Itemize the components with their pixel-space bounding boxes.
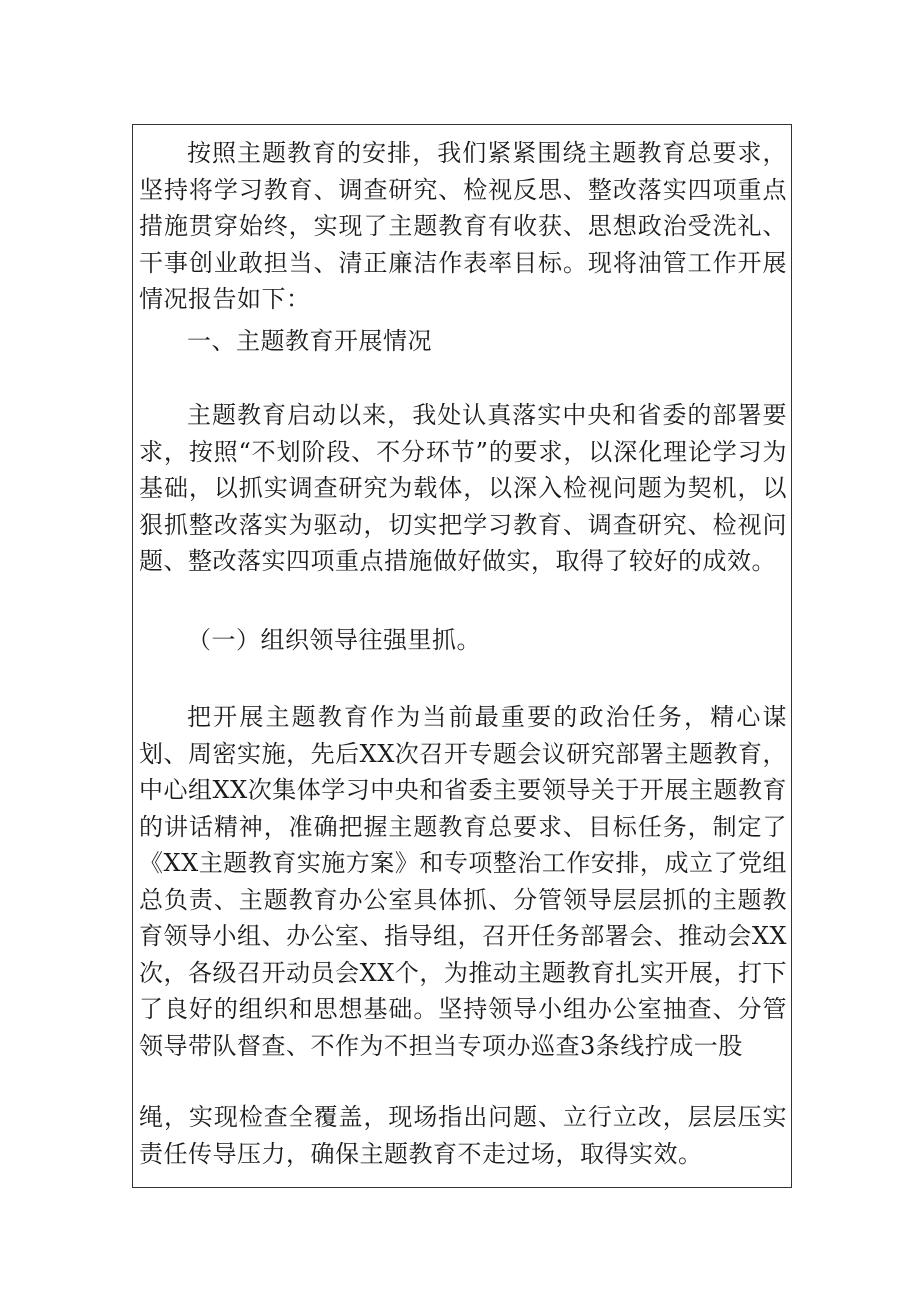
intro-paragraph: 按照主题教育的安排，我们紧紧围绕主题教育总要求，坚持将学习教育、调查研究、检视反思、整改落实四项重点措施贯穿始终，实现了主题教育有收获、思想政治受洗礼、干事创业敢担当、清正廉洁作表率目标。现将油管工作开展情况报告如下： <box>139 139 787 313</box>
section1-paragraph: 主题教育启动以来，我处认真落实中央和省委的部署要求，按照“不划阶段、不分环节”的要求，以深化理论学习为基础，以抓实调查研究为载体，以深入检视问题为契机，以狠抓整改落实为驱动，切实把学习教育、调查研究、检视问题、整改落实四项重点措施做好做实，取得了较好的成效。 <box>139 401 787 575</box>
subsection1-paragraph: 把开展主题教育作为当前最重要的政治任务，精心谋划、周密实施，先后XX次召开专题会议研究部署主题教育，中心组XX次集体学习中央和省委主要领导关于开展主题教育的讲话精神，准确把握主题教育总要求、目标任务，制定了《XX主题教育实施方案》和专项整治工作安排，成立了党组总负责、主题教育办公室具体抓、分管领导层层抓的主题教育领导小组、办公室、指导组，召开任务部署会、推动会XX次，各级召开动员会XX个，为推动主题教育扎实开展，打下了良好的组织和思想基础。坚持领导小组办公室抽查、分管领导带队督查、不作为不担当专项办巡查3条线拧成一股 <box>139 703 787 1060</box>
subsection-heading-1: （一）组织领导往强里抓。 <box>187 626 481 654</box>
section-heading-1: 一、主题教育开展情况 <box>187 327 432 355</box>
subsection1-continued-paragraph: 绳，实现检查全覆盖，现场指出问题、立行立改，层层压实责任传导压力，确保主题教育不走过场，取得实效。 <box>139 1103 787 1168</box>
document-frame <box>132 124 792 1188</box>
